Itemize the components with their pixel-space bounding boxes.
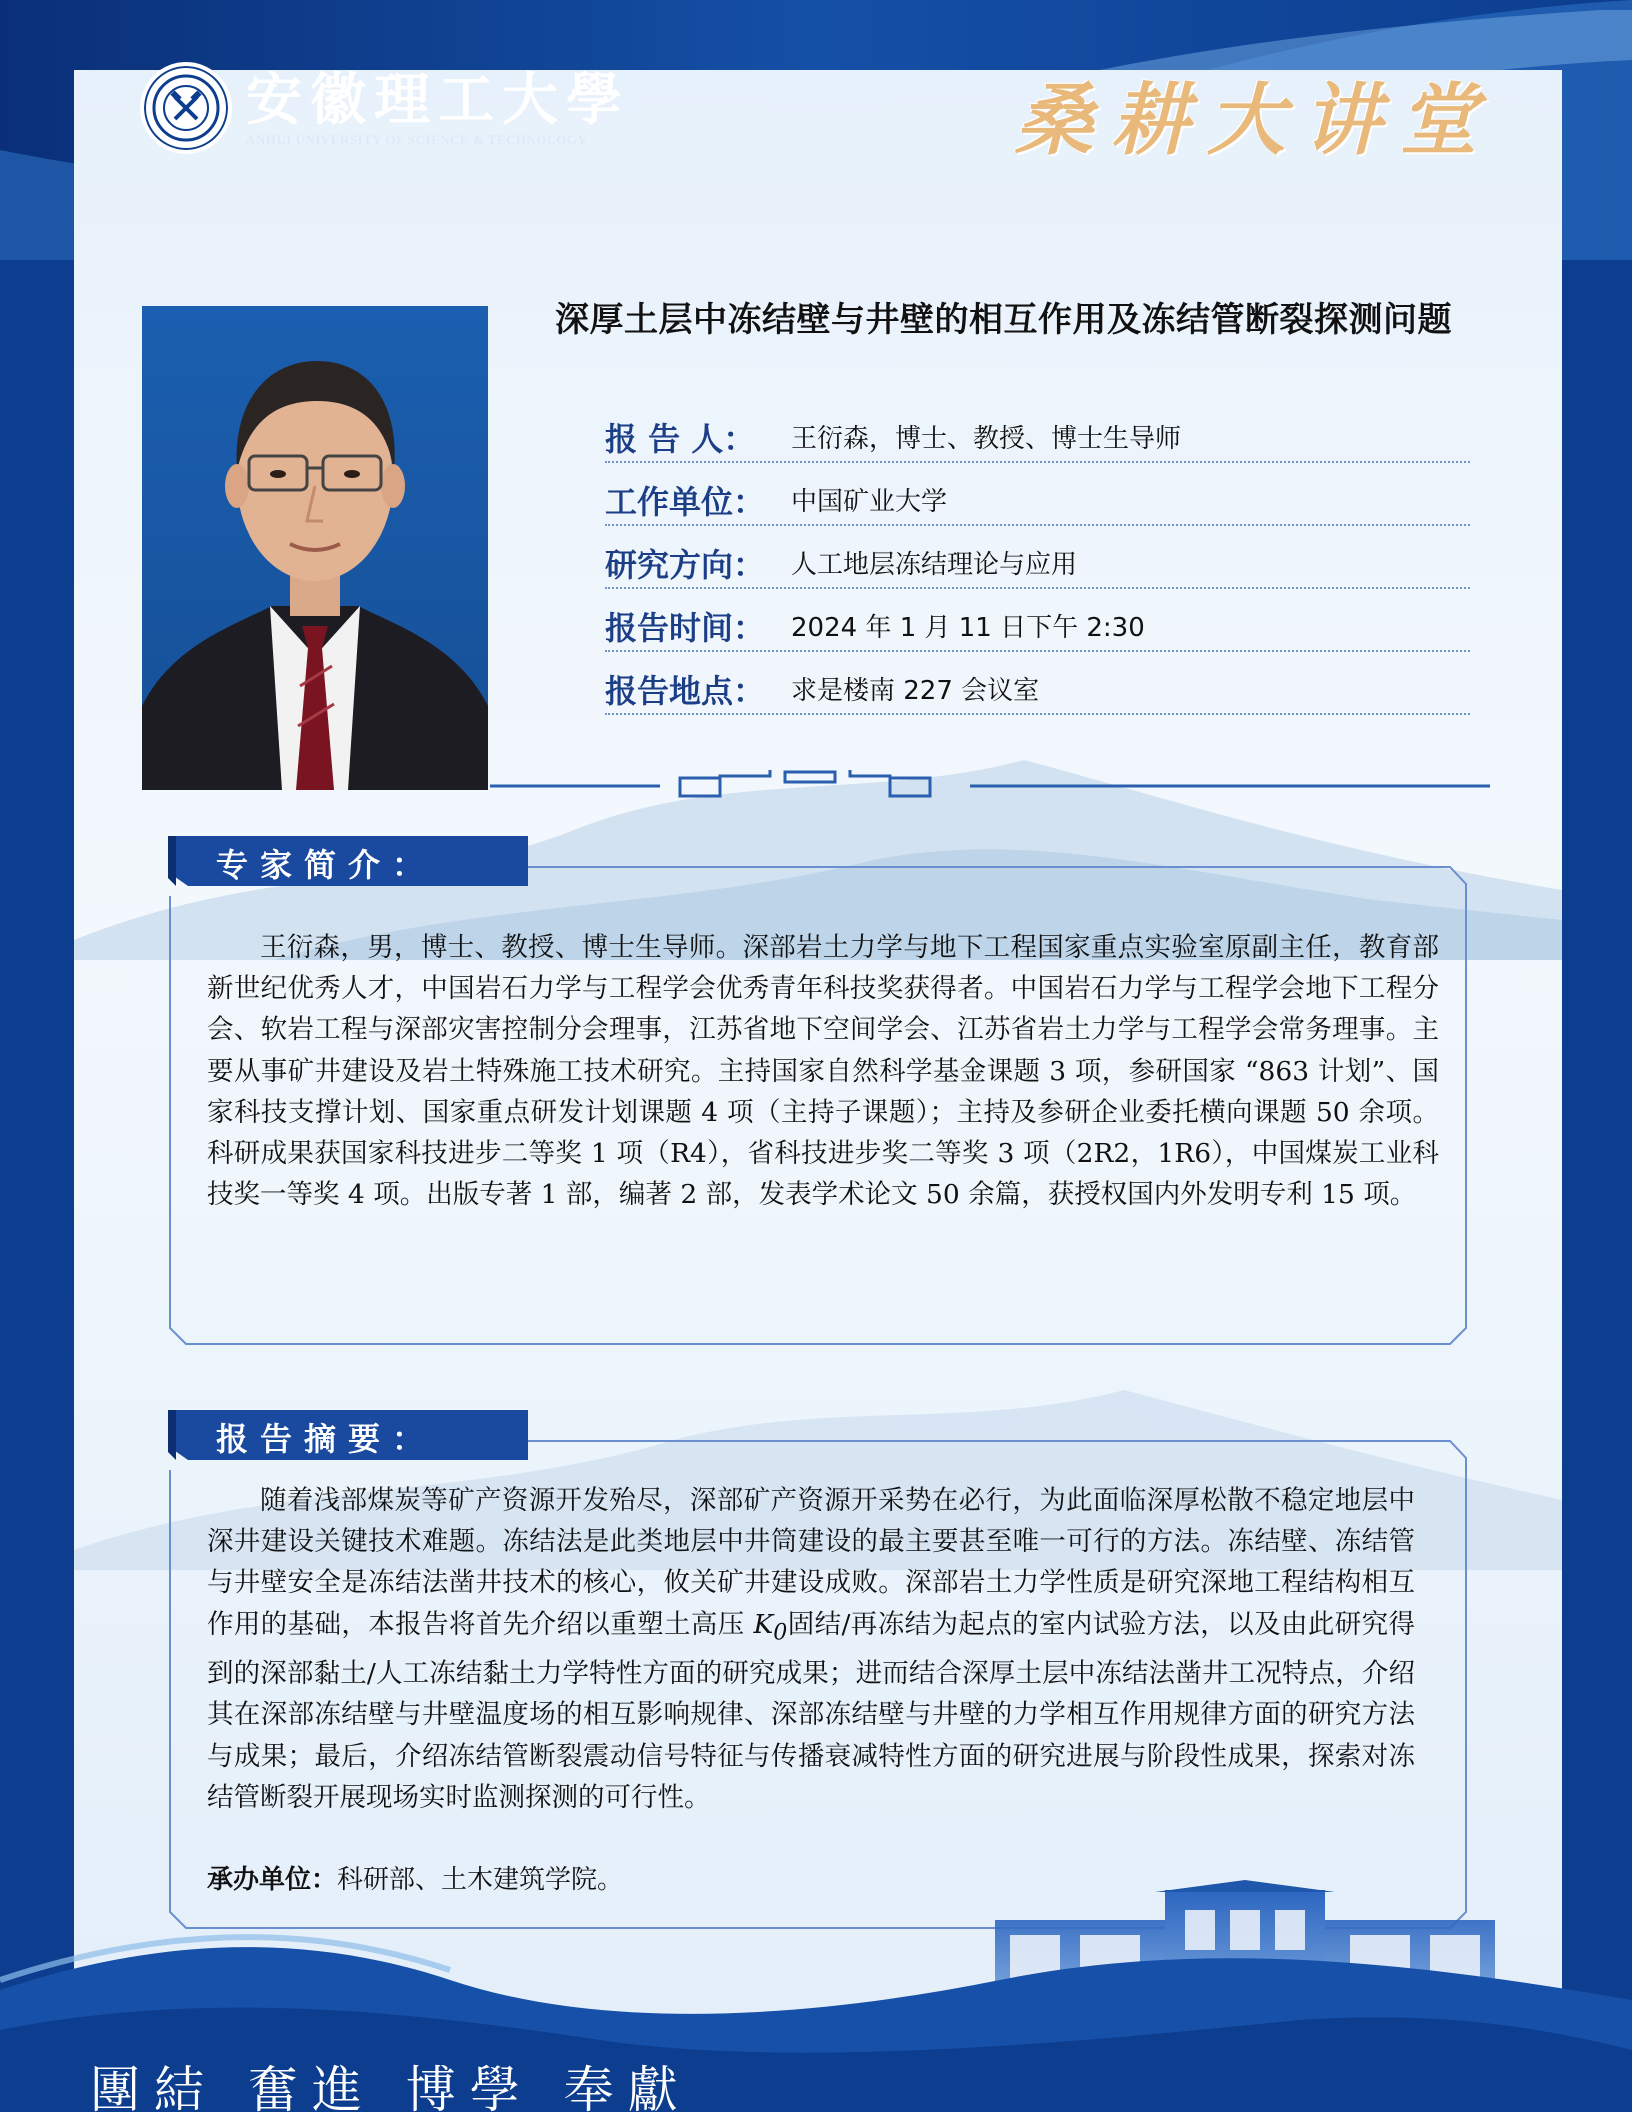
affiliation-label: 工作单位： xyxy=(605,483,766,521)
abstract-heading: 报告摘要： xyxy=(216,1420,437,1458)
venue-value: 求是楼南 227 会议室 xyxy=(791,676,1040,706)
university-seal-icon xyxy=(140,62,232,154)
university-motto: 團結 奮進 博學 奉獻 xyxy=(90,2061,692,2112)
talk-info xyxy=(605,400,1470,715)
k0-symbol xyxy=(753,1608,788,1645)
abstract-text-part1: 随着浅部煤炭等矿产资源开发殆尽，深部矿产资源开采势在必行，为此面临深厚松散不稳定地层中深井建设关键技术难题。冻结法是此类地层中井筒建设的最主要甚至唯一可行的方法。冻结壁、冻结管与井壁安全是冻结法凿井技术的核心，攸关矿井建设成败。深部岩土力学性质是研究深地工程结构相互作用的基础，本报告将首先介绍以重塑土高压 xyxy=(207,1485,1415,1640)
organizer-value: 科研部、土木建筑学院。 xyxy=(337,1865,624,1895)
gate-divider-icon xyxy=(490,770,1490,810)
research-value: 人工地层冻结理论与应用 xyxy=(791,550,1078,580)
talk-title: 深厚土层中冻结壁与井壁的相互作用及冻结管断裂探测问题 xyxy=(555,300,1452,340)
affiliation-row xyxy=(605,463,1470,526)
research-label: 研究方向： xyxy=(605,546,766,584)
lecture-series-title: 桑耕大讲堂 xyxy=(1015,75,1496,166)
venue-label: 报告地点： xyxy=(605,672,766,710)
organizer-label: 承办单位： xyxy=(207,1865,338,1895)
university-logo xyxy=(140,62,630,154)
research-row xyxy=(605,526,1470,589)
time-label: 报告时间： xyxy=(605,609,766,647)
organizer-line xyxy=(207,1859,623,1896)
affiliation-value: 中国矿业大学 xyxy=(791,487,948,517)
venue-row xyxy=(605,652,1470,715)
k0-subscript: 0 xyxy=(773,1619,788,1645)
speaker-photo xyxy=(142,306,488,790)
speaker-value: 王衍森，博士、教授、博士生导师 xyxy=(791,424,1182,454)
speaker-label: 报 告 人： xyxy=(605,420,756,458)
speaker-row xyxy=(605,400,1470,463)
time-row xyxy=(605,589,1470,652)
time-value: 2024 年 1 月 11 日下午 2:30 xyxy=(791,613,1145,643)
abstract-text-part2: 固结/再冻结为起点的室内试验方法，以及由此研究得到的深部黏土/人工冻结黏土力学特性方面的研究成果；进而结合深厚土层中冻结法凿井工况特点，介绍其在深部冻结壁与井壁温度场的相互影响规律、深部冻结壁与井壁的力学相互作用规律方面的研究方法与成果；最后，介绍冻结管断裂震动信号特征与传播衰减特性方面的研究进展与阶段性成果，探索对冻结管断裂开展现场实时监测探测的可行性。 xyxy=(207,1608,1415,1813)
bio-text: 王衍森，男，博士、教授、博士生导师。深部岩土力学与地下工程国家重点实验室原副主任，教育部新世纪优秀人才，中国岩石力学与工程学会优秀青年科技奖获得者。中国岩石力学与工程学会地下工程分会、软岩工程与深部灾害控制分会理事，江苏省地下空间学会、江苏省岩土力学与工程学会常务理事。主要从事矿井建设及岩土特殊施工技术研究。主持国家自然科学基金课题 3 项，参研国家 “863 计划”、国家科技支撑计划、国家重点研发计划课题 4 项（主持子课题）；主持及参研企业委托横向课题 50 余项。科研成果获国家科技进步二等奖 1 项（R4），省科技进步奖二等奖 3 项（2R2，1R6），中国煤炭工业科技奖一等奖 4 项。出版专著 1 部，编著 2 部，发表学术论文 50 余篇，获授权国内外发明专利 15 项。 xyxy=(207,932,1439,1211)
abstract-text xyxy=(207,1480,1415,1818)
k0-letter: K xyxy=(753,1608,774,1640)
university-name-cn: 安徽理工大學 xyxy=(246,67,630,133)
bio-heading: 专家简介： xyxy=(216,846,437,884)
university-name-en: ANHUI UNIVERSITY OF SCIENCE & TECHNOLOGY xyxy=(246,132,588,147)
